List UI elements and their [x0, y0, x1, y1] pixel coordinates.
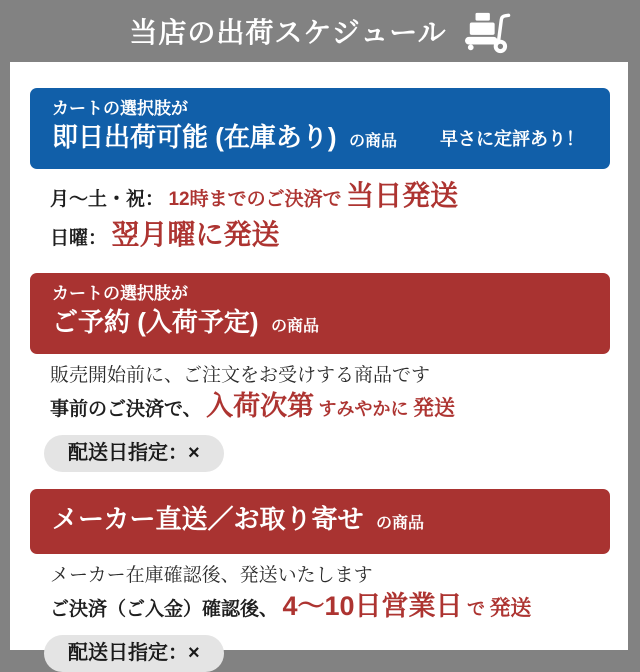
header-suffix: の商品 — [349, 133, 398, 150]
line-tail: 発送 — [412, 397, 455, 420]
header-main — [52, 502, 588, 541]
page-title: 当店の出荷スケジュール — [129, 17, 447, 48]
header-line1: カートの選択肢が — [52, 284, 188, 303]
schedule-result: 翌月曜に発送 — [111, 219, 280, 250]
note-fast-reputation: 早さに定評あり！ — [440, 129, 584, 149]
immediate-shipping-schedule — [50, 179, 610, 257]
title-bar — [0, 0, 640, 62]
line-label: 事前のご決済で、 — [50, 399, 202, 420]
schedule-line-sunday — [50, 218, 610, 257]
schedule-line-weekday — [50, 179, 610, 218]
header-big-text: 即日出荷可能 (在庫あり) — [52, 122, 337, 152]
line-label: ご決済（ご入金）確認後、 — [50, 599, 279, 620]
header-box-maker-direct — [30, 489, 610, 554]
line-tail: 発送 — [489, 597, 532, 620]
line-big: 入荷次第 — [206, 391, 315, 421]
line-mid: すみやかに — [318, 399, 409, 419]
header-box-immediate-shipping — [30, 88, 610, 169]
schedule-condition: 12時までのご決済で — [168, 189, 342, 210]
header-big-text: ご予約 (入荷予定) — [52, 307, 259, 337]
schedule-label: 月〜土・祝： — [50, 189, 165, 210]
line-big: 4〜10日営業日 — [282, 591, 463, 621]
line-mid: で — [466, 599, 485, 619]
schedule-label: 日曜： — [50, 228, 108, 249]
content-panel — [10, 62, 628, 664]
header-line1: カートの選択肢が — [52, 99, 188, 118]
badge-delivery-date-unavailable: 配送日指定：× — [44, 435, 224, 472]
header-suffix: の商品 — [375, 515, 424, 532]
header-suffix: の商品 — [271, 318, 320, 335]
schedule-result: 当日発送 — [346, 180, 459, 211]
preorder-description: 販売開始前に、ご注文をお受けする商品です — [50, 365, 431, 386]
preorder-shipping-line — [50, 390, 610, 427]
maker-direct-shipping-line — [50, 590, 610, 627]
maker-direct-description: メーカー在庫確認後、発送いたします — [50, 565, 373, 586]
header-big-text: メーカー直送／お取り寄せ — [52, 504, 364, 534]
hand-truck-icon — [463, 11, 511, 55]
header-box-preorder — [30, 273, 610, 354]
header-main — [52, 305, 588, 344]
badge-delivery-date-unavailable: 配送日指定：× — [44, 635, 224, 672]
